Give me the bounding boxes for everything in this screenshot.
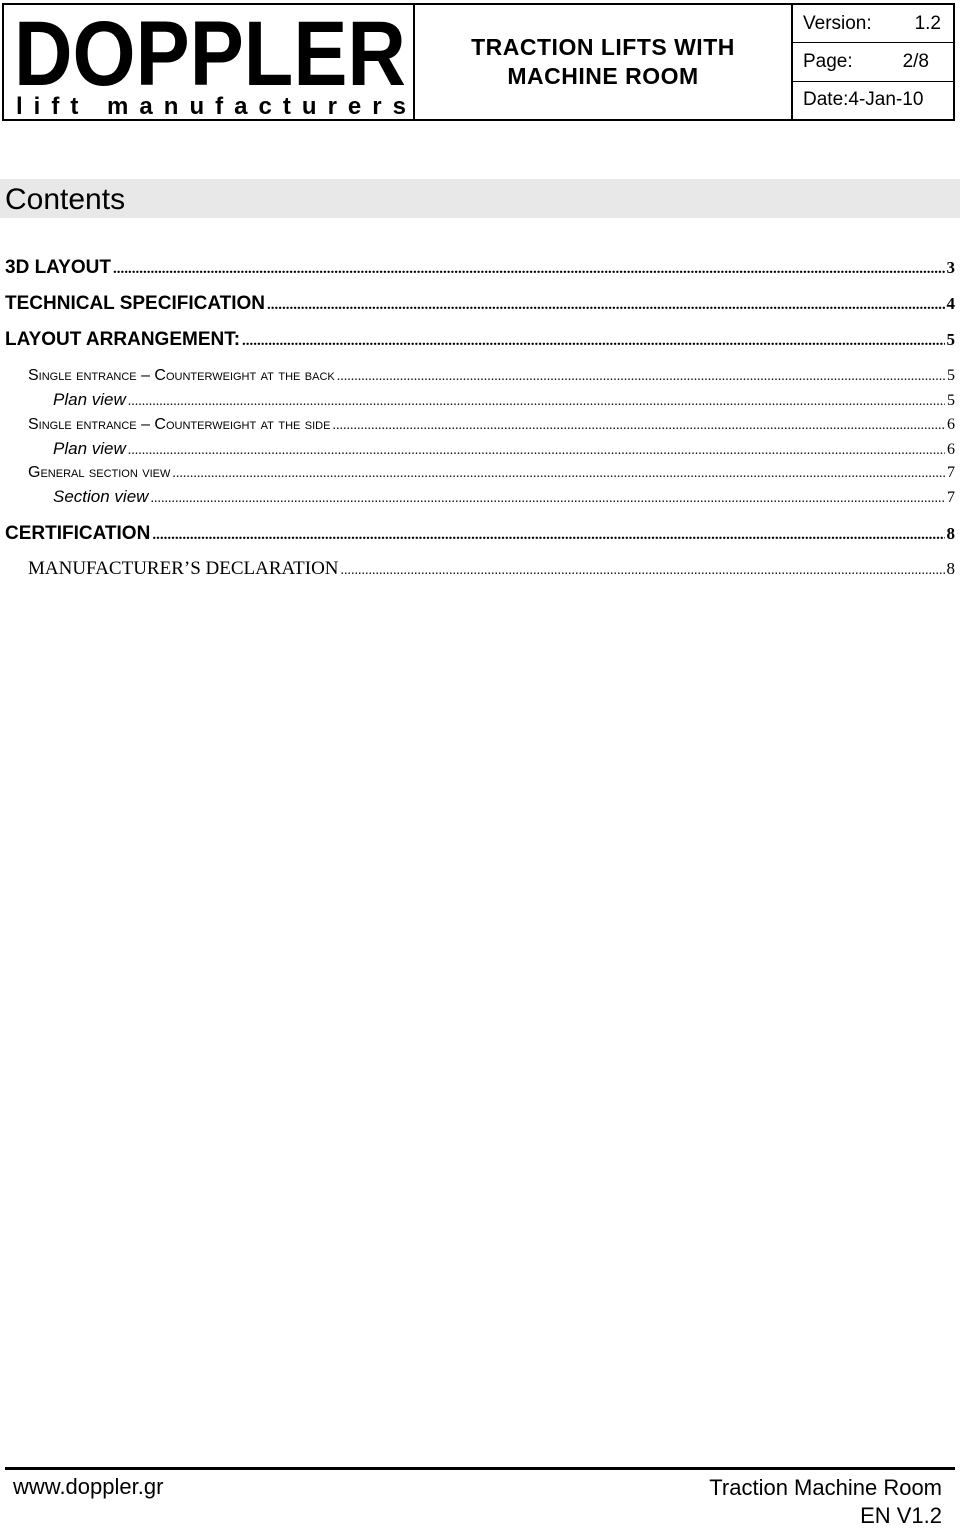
toc-leader-dots	[242, 333, 944, 350]
toc-leader-dots	[332, 418, 945, 434]
toc-entry-3d-layout[interactable]	[0, 257, 955, 279]
toc-entry-title: TECHNICAL SPECIFICATION	[5, 293, 266, 314]
footer-doc-version: EN V1.2	[860, 1503, 942, 1528]
toc-entry-page: 8	[946, 524, 955, 543]
toc-entry-plan-view-side[interactable]	[0, 439, 955, 459]
toc-entry-certification[interactable]	[0, 523, 955, 545]
date-text: Date:4-Jan-10	[803, 89, 924, 111]
toc-leader-dots	[128, 443, 945, 459]
toc-entry-technical-specification[interactable]	[0, 293, 955, 315]
logo-cell	[4, 5, 415, 119]
document-title-line1: TRACTION LIFTS WITH	[471, 34, 735, 60]
date-row	[793, 81, 953, 119]
toc-entry-title: MANUFACTURER’S DECLARATION	[28, 558, 339, 579]
toc-leader-dots	[267, 297, 944, 314]
toc-entry-page: 5	[946, 330, 955, 349]
logo-wordmark: DOPPLER	[14, 11, 406, 105]
toc-entry-page: 3	[946, 258, 955, 277]
version-row	[793, 5, 953, 42]
document-title	[471, 33, 735, 91]
toc-entry-plan-view-back[interactable]	[0, 390, 955, 410]
toc-entry-counterweight-back[interactable]	[0, 367, 955, 385]
toc-entry-manufacturers-declaration[interactable]	[0, 558, 955, 580]
toc-entry-title: 3D LAYOUT	[5, 257, 111, 278]
version-value: 1.2	[914, 12, 941, 34]
toc-leader-dots	[128, 394, 945, 410]
page-value: 2/8	[902, 50, 929, 72]
contents-heading: Contents	[5, 183, 126, 216]
footer-divider	[5, 1467, 955, 1470]
toc-entry-title: Single entrance – Counterweight at the back	[28, 367, 335, 384]
toc-entry-page: 7	[947, 489, 955, 506]
toc-leader-dots	[113, 261, 945, 278]
document-title-line2: MACHINE ROOM	[507, 63, 699, 89]
toc-leader-dots	[172, 466, 945, 482]
toc-leader-dots	[152, 527, 944, 544]
logo-tagline: lift manufacturers	[16, 93, 406, 119]
contents-heading-band	[0, 179, 960, 218]
toc-entry-title: Section view	[53, 487, 149, 506]
toc-entry-title: Plan view	[53, 439, 126, 458]
document-meta	[793, 5, 953, 119]
toc-entry-title: Single entrance – Counterweight at the side	[28, 416, 331, 433]
toc-leader-dots	[341, 563, 945, 579]
toc-entry-title: CERTIFICATION	[5, 523, 151, 544]
toc-entry-page: 6	[947, 416, 955, 433]
toc-entry-section-view[interactable]	[0, 487, 955, 507]
footer-doc-name: Traction Machine Room	[709, 1475, 942, 1500]
footer-doc-info	[709, 1474, 942, 1530]
toc-entry-title: General section view	[28, 464, 171, 481]
toc-entry-page: 8	[946, 559, 955, 578]
page-row	[793, 42, 953, 80]
version-label: Version:	[803, 12, 872, 34]
toc-entry-layout-arrangement[interactable]	[0, 329, 955, 351]
toc-leader-dots	[150, 491, 945, 507]
toc-leader-dots	[337, 369, 945, 385]
toc-entry-general-section-view[interactable]	[0, 464, 955, 482]
toc-entry-title: Plan view	[53, 390, 126, 409]
document-title-cell	[415, 5, 793, 119]
document-header	[2, 3, 955, 121]
footer-website: www.doppler.gr	[13, 1474, 164, 1499]
toc-entry-page: 5	[947, 367, 955, 384]
toc-entry-counterweight-side[interactable]	[0, 416, 955, 434]
toc-entry-page: 6	[947, 441, 955, 458]
doppler-logo	[14, 11, 410, 119]
toc-entry-page: 7	[947, 464, 955, 481]
toc-entry-title: LAYOUT ARRANGEMENT:	[5, 329, 241, 350]
toc-entry-page: 4	[946, 294, 955, 313]
toc-entry-page: 5	[947, 392, 955, 409]
page-label: Page:	[803, 50, 853, 72]
